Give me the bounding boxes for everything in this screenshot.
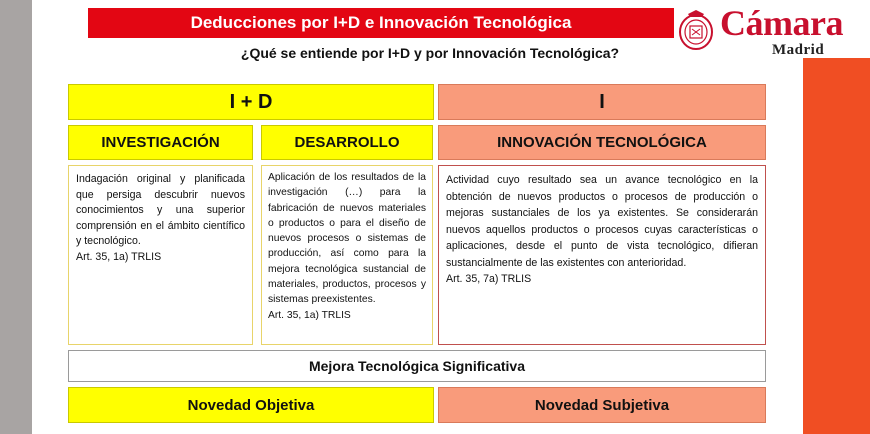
innovacion-reference: Art. 35, 7a) TRLIS bbox=[446, 273, 532, 285]
i-header: I bbox=[438, 84, 766, 120]
desarrollo-definition bbox=[261, 165, 433, 345]
desarrollo-text: Aplicación de los resultados de la investigación (…) para la fabricación de nuevos materiales o productos o para el diseño de nuevos procesos o sistemas de producción, así como para la mejora tecnológica sustancial de materiales, productos, procesos y sistemas preexistentes. bbox=[268, 172, 426, 306]
innovacion-definition bbox=[438, 165, 766, 345]
investigacion-definition bbox=[68, 165, 253, 345]
investigacion-text: Indagación original y planificada que persiga descubrir nuevos conocimientos y una superior comprensión en el ámbito científico y tecnológico. bbox=[76, 173, 245, 247]
investigacion-label: INVESTIGACIÓN bbox=[68, 125, 253, 160]
id-header: I + D bbox=[68, 84, 434, 120]
desarrollo-label: DESARROLLO bbox=[261, 125, 433, 160]
novedad-subjetiva: Novedad Subjetiva bbox=[438, 387, 766, 423]
innovacion-label: INNOVACIÓN TECNOLÓGICA bbox=[438, 125, 766, 160]
logo-wordmark: Cámara bbox=[720, 3, 843, 43]
title-banner bbox=[88, 8, 674, 38]
innovacion-text: Actividad cuyo resultado sea un avance tecnológico en la obtención de nuevos productos o procesos de producción o mejoras sustanciales de los ya existentes. Se considerarán nuevos aquellos productos o procesos cuyas características o aplicaciones, desde el punto de vista tecnológico, difieran sustancialmente de las existentes con anterioridad. bbox=[446, 174, 758, 269]
mejora-banner: Mejora Tecnológica Significativa bbox=[68, 350, 766, 382]
page-subtitle: ¿Qué se entiende por I+D y por Innovación Tecnológica? bbox=[240, 45, 620, 61]
novedad-objetiva: Novedad Objetiva bbox=[68, 387, 434, 423]
page-title: Deducciones por I+D e Innovación Tecnológica bbox=[190, 13, 572, 32]
investigacion-reference: Art. 35, 1a) TRLIS bbox=[76, 250, 162, 263]
camara-logo bbox=[676, 4, 860, 58]
desarrollo-reference: Art. 35, 1a) TRLIS bbox=[268, 309, 351, 321]
right-decor-bar bbox=[803, 58, 870, 434]
seal-icon bbox=[676, 8, 716, 52]
logo-city: Madrid bbox=[772, 42, 825, 58]
left-decor-bar bbox=[0, 0, 32, 434]
